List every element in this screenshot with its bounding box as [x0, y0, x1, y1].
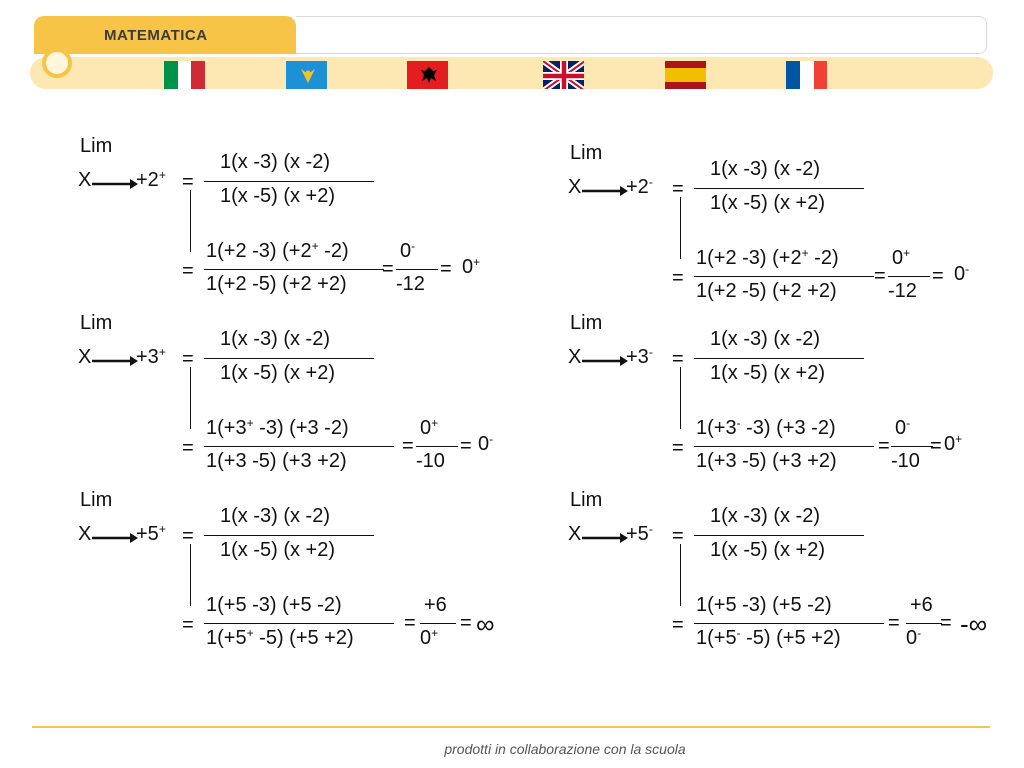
equals-sign: = [874, 265, 886, 287]
sub-num-sign: + [311, 239, 319, 253]
substituted-denominator [206, 628, 354, 648]
sub-num-part: 1(+3 [696, 417, 737, 439]
equals-sign: = [460, 612, 472, 634]
res-num-value: 0 [420, 417, 432, 439]
arrow-icon [582, 351, 628, 363]
bracket-line [190, 544, 191, 606]
approach-value: +5 [136, 523, 159, 545]
limit-approach [626, 524, 653, 544]
result-sign: + [955, 432, 963, 446]
limit-block [568, 143, 1008, 313]
sub-num-sign: - [736, 416, 741, 430]
equals-sign: = [940, 612, 952, 634]
result-value: 0 [944, 433, 956, 455]
fraction-bar [204, 446, 394, 447]
substituted-numerator [696, 248, 839, 268]
substituted-numerator [696, 595, 832, 615]
limit-result [462, 257, 480, 277]
equals-sign: = [932, 265, 944, 287]
fraction-denominator: 1(x -5) (x +2) [710, 362, 826, 384]
lim-label: Lim [570, 489, 603, 511]
sub-num-part: 1(+2 -3) (+2 [696, 247, 802, 269]
sub-den-part: 1(+2 -5) (+2 +2) [206, 273, 347, 295]
result-numerator [400, 241, 415, 261]
flag-sicily-icon[interactable] [286, 61, 327, 89]
limit-variable: X [568, 523, 582, 545]
res-num-sign: - [411, 239, 416, 253]
sub-num-part: 1(+2 -3) (+2 [206, 240, 312, 262]
result-denominator [888, 281, 917, 301]
res-num-sign: - [906, 416, 911, 430]
substituted-numerator [696, 418, 836, 438]
approach-value: +3 [626, 346, 649, 368]
fraction-bar [694, 276, 874, 277]
fraction-bar [204, 269, 384, 270]
footer-line [32, 726, 990, 728]
limit-block [78, 313, 518, 483]
fraction-bar [204, 358, 374, 359]
approach-value: +2 [626, 176, 649, 198]
result-value: 0 [478, 433, 490, 455]
limit-result [960, 611, 987, 637]
res-den-value: 0 [420, 627, 432, 649]
fraction-denominator: 1(x -5) (x +2) [220, 362, 336, 384]
equals-sign: = [382, 258, 394, 280]
result-denominator [416, 451, 445, 471]
result-denominator [396, 274, 425, 294]
arrow-icon [92, 528, 138, 540]
limit-variable: X [568, 346, 582, 368]
approach-sign: + [158, 522, 166, 536]
sub-den-part: 1(+3 -5) (+3 +2) [206, 450, 347, 472]
substituted-denominator [206, 274, 347, 294]
sub-den-part: -5) (+5 +2) [740, 627, 841, 649]
fraction-bar [906, 623, 942, 624]
limit-variable: X [78, 169, 92, 191]
lim-label: Lim [570, 142, 603, 164]
fraction-denominator: 1(x -5) (x +2) [710, 539, 826, 561]
flag-spain-icon[interactable] [665, 61, 706, 89]
res-den-sign: - [917, 626, 922, 640]
fraction-bar [204, 623, 394, 624]
fraction-bar [204, 535, 374, 536]
lim-label: Lim [80, 312, 113, 334]
bracket-line [190, 367, 191, 429]
substituted-denominator [696, 281, 837, 301]
equals-sign: = [878, 435, 890, 457]
res-den-value: -12 [888, 280, 917, 302]
approach-sign: - [648, 345, 653, 359]
fraction-bar [396, 269, 438, 270]
res-den-value: 0 [906, 627, 918, 649]
equals-sign: = [460, 435, 472, 457]
result-denominator [891, 451, 920, 471]
fraction-bar [416, 446, 458, 447]
limit-block [78, 136, 518, 306]
result-denominator [420, 628, 438, 648]
result-sign: - [965, 262, 970, 276]
sub-den-part: -5) (+5 +2) [253, 627, 354, 649]
res-num-value: +6 [424, 594, 447, 616]
fraction-numerator: 1(x -3) (x -2) [220, 328, 330, 350]
limit-result [944, 434, 962, 454]
arrow-icon [92, 174, 138, 186]
equals-sign: = [182, 437, 194, 459]
substituted-numerator [206, 418, 349, 438]
approach-value: +2 [136, 169, 159, 191]
equals-sign: = [672, 267, 684, 289]
equals-sign: = [672, 178, 684, 200]
limit-variable: X [568, 176, 582, 198]
limit-result [954, 264, 969, 284]
result-numerator [420, 418, 438, 438]
bracket-line [190, 190, 191, 252]
arrow-icon [92, 351, 138, 363]
arrow-icon [582, 181, 628, 193]
equals-sign: = [672, 437, 684, 459]
fraction-numerator: 1(x -3) (x -2) [710, 158, 820, 180]
approach-sign: - [648, 175, 653, 189]
fraction-bar [694, 188, 864, 189]
result-value: -∞ [960, 609, 988, 639]
header-bar [296, 16, 987, 54]
sub-num-sign: + [801, 246, 809, 260]
result-numerator [892, 248, 910, 268]
arrow-icon [582, 528, 628, 540]
res-den-sign: + [431, 626, 439, 640]
sub-den-part: 1(+3 -5) (+3 +2) [696, 450, 837, 472]
sub-den-sign: + [246, 626, 254, 640]
sub-num-part: -3) (+3 -2) [253, 417, 349, 439]
header-tab [34, 16, 296, 54]
res-num-value: 0 [895, 417, 907, 439]
fraction-numerator: 1(x -3) (x -2) [710, 328, 820, 350]
flag-albania-icon[interactable] [407, 61, 448, 89]
sub-num-part: 1(+5 -3) (+5 -2) [696, 594, 832, 616]
sub-den-sign: - [736, 626, 741, 640]
res-num-sign: + [903, 246, 911, 260]
substituted-denominator [696, 628, 841, 648]
lim-label: Lim [80, 489, 113, 511]
fraction-bar [204, 181, 374, 182]
sub-num-part: 1(+3 [206, 417, 247, 439]
limit-approach [136, 170, 166, 190]
limit-block [78, 490, 518, 660]
res-num-value: 0 [892, 247, 904, 269]
result-sign: - [489, 432, 494, 446]
equals-sign: = [672, 525, 684, 547]
limit-block [568, 313, 1008, 483]
limit-result [478, 434, 493, 454]
footer-text: prodotti in collaborazione con la scuola [444, 741, 686, 757]
res-num-value: 0 [400, 240, 412, 262]
equals-sign: = [888, 612, 900, 634]
result-denominator [906, 628, 921, 648]
fraction-bar [694, 623, 884, 624]
flag-italy-icon[interactable] [164, 61, 205, 89]
equals-sign: = [402, 435, 414, 457]
fraction-bar [891, 446, 933, 447]
result-numerator [424, 595, 447, 615]
limit-approach [136, 347, 166, 367]
sub-num-part: -2) [318, 240, 349, 262]
res-num-sign: + [431, 416, 439, 430]
res-den-value: -10 [891, 450, 920, 472]
equals-sign: = [182, 525, 194, 547]
fraction-bar [420, 623, 456, 624]
equals-sign: = [404, 612, 416, 634]
lim-label: Lim [570, 312, 603, 334]
fraction-numerator: 1(x -3) (x -2) [220, 151, 330, 173]
limit-approach [136, 524, 166, 544]
limit-result [476, 611, 495, 637]
flag-uk-icon[interactable] [543, 61, 584, 89]
res-den-value: -12 [396, 273, 425, 295]
equals-sign: = [182, 614, 194, 636]
equals-sign: = [182, 348, 194, 370]
substituted-numerator [206, 241, 349, 261]
fraction-bar [694, 358, 864, 359]
bracket-line [680, 197, 681, 259]
result-numerator [910, 595, 933, 615]
bracket-line [680, 367, 681, 429]
fraction-denominator: 1(x -5) (x +2) [710, 192, 826, 214]
fraction-bar [694, 535, 864, 536]
result-value: 0 [462, 256, 474, 278]
result-value: 0 [954, 263, 966, 285]
approach-value: +5 [626, 523, 649, 545]
approach-sign: + [158, 168, 166, 182]
approach-value: +3 [136, 346, 159, 368]
fraction-denominator: 1(x -5) (x +2) [220, 185, 336, 207]
substituted-numerator [206, 595, 342, 615]
equals-sign: = [182, 171, 194, 193]
fraction-bar [888, 276, 930, 277]
sub-den-part: 1(+5 [696, 627, 737, 649]
result-numerator [895, 418, 910, 438]
sub-den-part: 1(+5 [206, 627, 247, 649]
res-num-value: +6 [910, 594, 933, 616]
limit-approach [626, 347, 653, 367]
sub-num-sign: + [246, 416, 254, 430]
equals-sign: = [440, 258, 452, 280]
sub-num-part: -3) (+3 -2) [740, 417, 836, 439]
approach-sign: + [158, 345, 166, 359]
fraction-numerator: 1(x -3) (x -2) [220, 505, 330, 527]
equals-sign: = [672, 348, 684, 370]
bracket-line [680, 544, 681, 606]
limit-variable: X [78, 523, 92, 545]
result-sign: + [473, 255, 481, 269]
sub-den-part: 1(+2 -5) (+2 +2) [696, 280, 837, 302]
equals-sign: = [672, 614, 684, 636]
sub-num-part: -2) [808, 247, 839, 269]
fraction-bar [694, 446, 874, 447]
lim-label: Lim [80, 135, 113, 157]
fraction-denominator: 1(x -5) (x +2) [220, 539, 336, 561]
flag-france-icon[interactable] [786, 61, 827, 89]
app-title: MATEMATICA [104, 27, 208, 44]
equals-sign: = [930, 435, 942, 457]
home-dot-icon[interactable] [42, 48, 72, 78]
substituted-denominator [696, 451, 837, 471]
sub-num-part: 1(+5 -3) (+5 -2) [206, 594, 342, 616]
equals-sign: = [182, 260, 194, 282]
limit-block [568, 490, 1008, 660]
result-value: ∞ [476, 609, 495, 639]
limit-approach [626, 177, 653, 197]
fraction-numerator: 1(x -3) (x -2) [710, 505, 820, 527]
approach-sign: - [648, 522, 653, 536]
substituted-denominator [206, 451, 347, 471]
limit-variable: X [78, 346, 92, 368]
res-den-value: -10 [416, 450, 445, 472]
